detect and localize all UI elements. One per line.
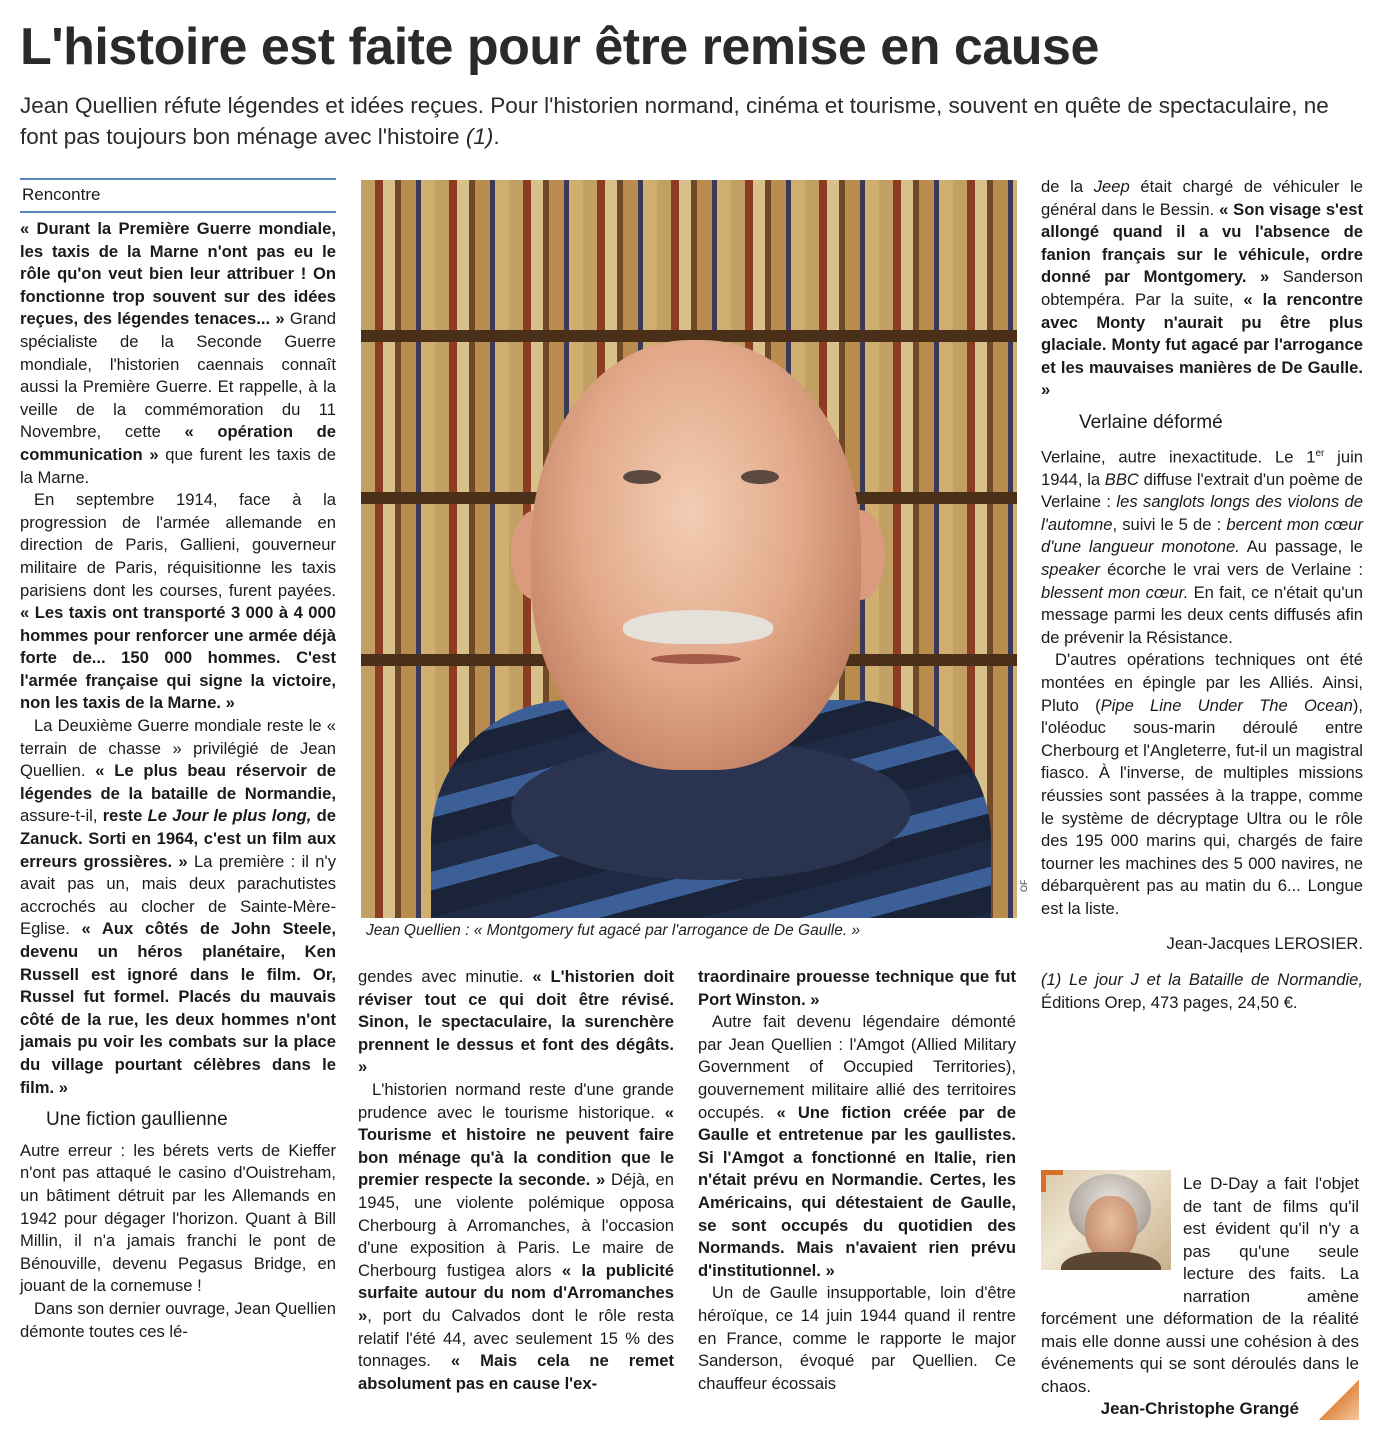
bookshelf-row	[361, 180, 1017, 330]
headline: L'histoire est faite pour être remise en cause	[20, 18, 1099, 76]
col4-p3-text: D'autres opérations techniques ont été montées en épingle par les Alliés. Ainsi, Pluto (	[1041, 650, 1363, 715]
col3-p2-text: Autre fait devenu légendaire démonté par Jean Quellien : l'Amgot (Allied Military Government of Occupied Territories), gouvernement militaire allié des territoires occupés.	[698, 1012, 1016, 1122]
col4-p1-text-2: était chargé de véhiculer le général dans le Bessin.	[1041, 177, 1363, 219]
col4-p1-text: de la	[1041, 177, 1094, 196]
rubric-top-rule	[20, 178, 336, 180]
col3-p2-quote: « Une fiction créée par de Gaulle et entretenue par les gaullistes. Si l'Amgot a fonctionné en Italie, rien n'était prévu en Normandie. Certes, les Américains, qui détestaient de Gaulle, se sont occupés du quotidien des Normands. Mais n'avaient rien prévu d'institutionnel. »	[698, 1102, 1016, 1280]
col2-p2-text-3: , port du Calvados dont le rôle resta relatif l'été 44, avec seulement 15 % des tonnages.	[358, 1305, 674, 1371]
col1-p1-text: Grand spécialiste de la Seconde Guerre mondiale, l'historien caennais connaît aussi la Première Guerre. Et rappelle, à la veille de la commémoration du 11 Novembre, cette	[20, 309, 337, 442]
col1-p3-text-3: La première : il n'y avait pas un, mais deux parachutistes accrochés au clocher de Sainte-Mère-Eglise.	[20, 851, 336, 939]
article-column-1	[20, 218, 336, 1343]
article-column-4	[1041, 176, 1363, 1014]
col1-paragraph-3	[20, 715, 336, 1099]
col4-p3-pluto: Pipe Line Under The Ocean	[1100, 695, 1353, 715]
col1-p2-quote: « Les taxis ont transporté 3 000 à 4 000 hommes pour renforcer une armée déjà forte de... 150 000 hommes. C'est l'armée française qui signe la victoire, non les taxis de la Marne. »	[20, 603, 336, 713]
col4-paragraph-3	[1041, 649, 1363, 920]
col4-p2-sup: er	[1315, 447, 1325, 459]
col2-p1-text: gendes avec minutie.	[358, 967, 533, 986]
standfirst-text: Jean Quellien réfute légendes et idées reçues. Pour l'historien normand, cinéma et tourisme, souvent en quête de spectaculaire, ne font pas toujours bon ménage avec l'histoire	[20, 93, 1329, 149]
col1-paragraph-5: Dans son dernier ouvrage, Jean Quellien démonte toutes ces lé-	[20, 1298, 336, 1341]
col1-p2-text: En septembre 1914, face à la progression de l'armée allemande en direction de Paris, Gallieni, gouverneur militaire de Paris, réquisitionne les taxis parisiens dont les courses, furent payées.	[20, 490, 336, 600]
quote-box	[1041, 1173, 1359, 1398]
col1-p3-text: La Deuxième Guerre mondiale reste le « terrain de chasse » privilégié de Jean Quellien.	[20, 716, 336, 781]
col3-paragraph-2	[698, 1011, 1016, 1282]
col4-p2-text: Verlaine, autre inexactitude. Le 1	[1041, 447, 1316, 467]
col1-p3-text-2: assure-t-il,	[20, 806, 103, 826]
col4-p2-text-6: écorche le vrai vers de Verlaine :	[1100, 560, 1363, 580]
col1-p1-text-2: que furent les taxis de la Marne.	[20, 444, 336, 487]
standfirst-note-ref: (1)	[465, 124, 494, 149]
quote-box-text: Le D-Day a fait l'objet de tant de films qu'il est évident qu'il n'y a pas qu'une seule lecture des faits. La narration amène forcément une déformation de la réalité mais elle donne aussi une cohésion à des événements qui se sont déroulés dans le chaos.	[1041, 1174, 1359, 1396]
col4-p2-bbc: BBC	[1104, 469, 1139, 489]
footnote	[1041, 969, 1363, 1014]
portrait-face	[531, 340, 861, 770]
col4-p2-speaker: speaker	[1041, 560, 1101, 580]
col1-p3-quote: « Le plus beau réservoir de légendes de la bataille de Normandie,	[20, 761, 336, 803]
col2-p2-quote-3: « Mais cela ne remet absolument pas en cause l'ex-	[358, 1351, 675, 1393]
col4-p3-text-2: ), l'oléoduc sous-marin déroulé entre Cherbourg et l'Angleterre, fut-il un magistral fiasco. À l'inverse, de multiples missions réussies sont passées à la trappe, comme le système de décryptage Ultra ou le rôle des 195 000 marins qui, chargés de faire tourner les machines des 5 000 navires, ne débarquèrent pas au matin du 6... Longue est la liste.	[1041, 695, 1363, 918]
subhead-fiction-gaullienne: Une fiction gaullienne	[46, 1109, 228, 1131]
rubric-label: Rencontre	[22, 185, 101, 204]
col1-paragraph-1	[20, 218, 336, 489]
col1-paragraph-4: Autre erreur : les bérets verts de Kieffer n'ont pas attaqué le casino d'Ouistreham, un bâtiment détruit par les Allemands en 1942 pour dégager l'horizon. Quant à Bill Millin, il n'a jamais franchi le pont de Bénouville, devenu Pegasus Bridge, en jouant de la cornemuse !	[20, 1140, 336, 1296]
col3-paragraph-1	[698, 966, 1016, 1011]
col4-p1-text-3: Sanderson obtempéra. Par la suite,	[1041, 267, 1363, 309]
col1-p3-quote-2: reste	[102, 806, 148, 826]
col4-p2-text-7: En fait, ce n'était qu'un message parmi les deux cents diffusés afin de prévenir la Résistance.	[1041, 582, 1364, 647]
col2-p2-quote: « Tourisme et histoire ne peuvent faire bon ménage qu'à la condition que le premier respecte la seconde. »	[358, 1102, 674, 1190]
footnote-text: Éditions Orep, 473 pages, 24,50 €.	[1041, 992, 1298, 1012]
standfirst-end: .	[493, 124, 500, 149]
col4-paragraph-1	[1041, 176, 1363, 402]
subhead-verlaine-deforme: Verlaine déformé	[1079, 411, 1223, 433]
photo-credit: OF	[1019, 879, 1029, 892]
col3-p1-quote: traordinaire prouesse technique que fut Port Winston. »	[698, 967, 1016, 1009]
col4-p2-verse-1: les sanglots longs des violons de l'automne	[1041, 492, 1364, 534]
rubric-bottom-rule	[20, 211, 336, 213]
quote-box-float-spacer	[1041, 1173, 1183, 1308]
author-signature: Jean-Jacques LEROSIER.	[1166, 933, 1363, 953]
col4-p2-text-3: diffuse l'extrait d'un poème de Verlaine :	[1041, 469, 1363, 512]
col4-p2-text-5: Au passage, le	[1239, 537, 1363, 557]
col1-paragraph-2	[20, 489, 336, 715]
col2-p2-quote-2: « la publicité surfaite autour du nom d'Arromanches »	[358, 1260, 675, 1325]
col2-p2-text-2: Déjà, en 1945, une violente polémique opposa Cherbourg à Arromanches, à l'occasion d'une exposition à Paris. Le maire de Cherbourg fustigea alors	[358, 1170, 674, 1280]
col1-p3-quote-3: de Zanuck. Sorti en 1964, c'est un film aux erreurs grossières. »	[20, 806, 337, 871]
col4-p2-verse-3: blessent mon cœur.	[1041, 582, 1189, 602]
col2-p1-quote: « L'historien doit réviser tout ce qui doit être révisé. Sinon, le spectaculaire, la surenchère prennent le dessus et font des dégâts. »	[358, 967, 674, 1077]
photo-caption: Jean Quellien : « Montgomery fut agacé par l'arrogance de De Gaulle. »	[366, 922, 861, 939]
col1-p1-quote-2: « opération de communication »	[20, 422, 336, 464]
col1-p3-film-title: Le Jour le plus long,	[147, 806, 312, 826]
col1-p1-quote: « Durant la Première Guerre mondiale, les taxis de la Marne n'ont pas eu le rôle qu'on veut bien leur attribuer ! On fonctionne trop souvent sur des idées reçues, des légendes tenaces... »	[20, 219, 336, 329]
portrait-mouth	[651, 654, 741, 664]
main-photo	[361, 180, 1017, 918]
col4-p2-text-2: juin 1944, la	[1041, 447, 1363, 489]
col4-p1-quote: « Son visage s'est allongé quand il a vu l'absence de fanion français sur le véhicule, ordre donné par Montgomery. »	[1041, 199, 1363, 287]
col2-paragraph-2	[358, 1079, 674, 1395]
portrait-mustache	[623, 610, 773, 644]
footnote-book-title: (1) Le jour J et la Bataille de Normandie,	[1041, 970, 1363, 990]
col4-p1-jeep: Jeep	[1093, 177, 1130, 196]
col2-p2-text: L'historien normand reste d'une grande prudence avec le tourisme historique.	[358, 1079, 674, 1122]
col2-paragraph-1	[358, 966, 674, 1079]
col4-p2-verse-2: bercent mon cœur d'une langueur monotone.	[1041, 514, 1363, 557]
col4-paragraph-2	[1041, 443, 1363, 650]
quote-box-author: Jean-Christophe Grangé	[1100, 1399, 1299, 1418]
article-column-2	[358, 966, 674, 1395]
col4-p2-text-4: , suivi le 5 de :	[1112, 514, 1227, 534]
portrait-eye	[741, 470, 779, 484]
quote-box-corner-bottom	[1319, 1380, 1359, 1420]
col1-p3-quote-4: « Aux côtés de John Steele, devenu un héros planétaire, Ken Russell est ignoré dans le film. Or, Russel fut formel. Placés du mauvais côté de la rue, les deux hommes n'ont jamais pu voir les combats sur la place du village pourtant célèbres dans le film. »	[20, 919, 336, 1097]
portrait-eye	[623, 470, 661, 484]
col4-p1-quote-2: « la rencontre avec Monty n'aurait pu être plus glaciale. Monty fut agacé par l'arrogance et les mauvaises manières de De Gaulle. »	[1041, 289, 1363, 400]
article-column-3	[698, 966, 1016, 1395]
standfirst	[20, 90, 1365, 152]
col3-paragraph-3: Un de Gaulle insupportable, loin d'être héroïque, ce 14 juin 1944 quand il rentre en France, comme le rapporte le major Sanderson, évoqué par Quellien. Ce chauffeur écossais	[698, 1283, 1016, 1393]
